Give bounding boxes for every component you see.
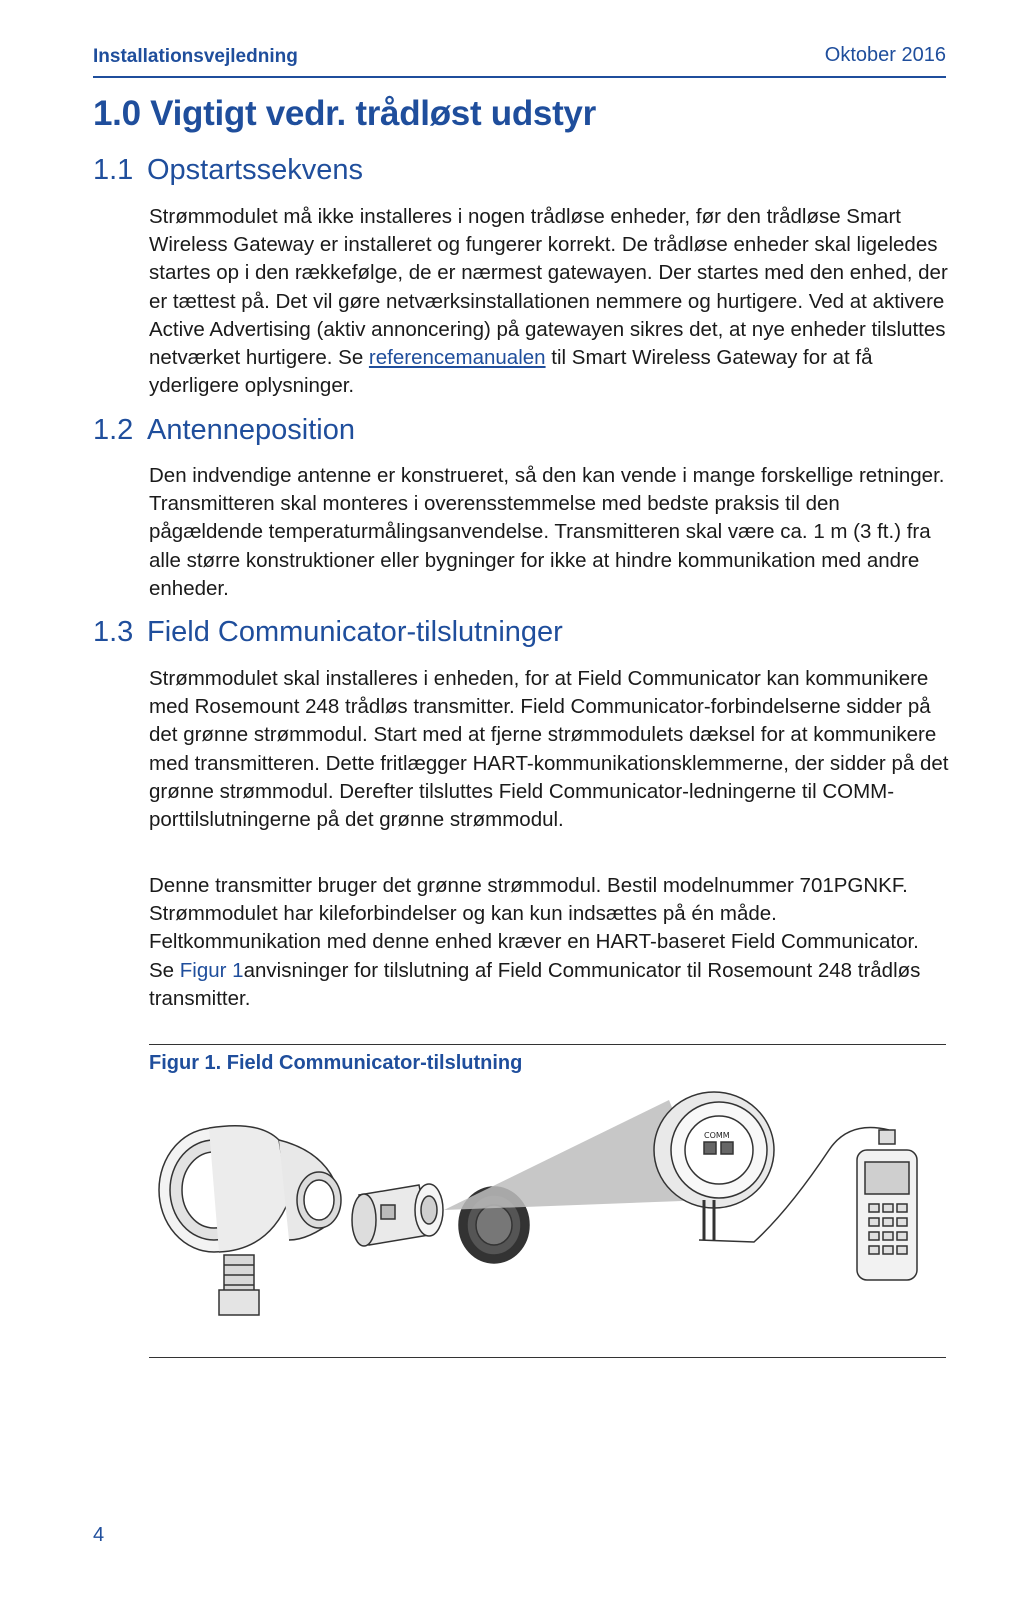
- section-1-3-paragraph-2: [149, 872, 949, 1013]
- field-communicator-device-icon: [857, 1130, 917, 1280]
- chapter-title: 1.0 Vigtigt vedr. trådløst udstyr: [93, 94, 596, 133]
- power-module-icon: [352, 1184, 443, 1246]
- section-1-2-paragraph: Den indvendige antenne er konstrueret, så den kan vende i mange forskellige retninger. Transmitteren skal monteres i overensstemmelse med bedste praksis til den pågældende temperaturmålingsanvendelse. Transmitteren skal være ca. 1 m (3 ft.) fra alle større konstruktioner eller bygninger for ikke at hindre kommunikation med andre enheder.: [149, 464, 945, 600]
- section-1-1-paragraph: [149, 203, 949, 400]
- section-heading: Antenneposition: [147, 414, 355, 446]
- page-number: 4: [93, 1524, 105, 1546]
- paragraph-text: Denne transmitter bruger det grønne strømmodul. Bestil modelnummer 701PGNKF. Strømmodulet har kileforbindelser og kan kun indsættes på én måde. Feltkommunikation med denne enhed kræver en HART-baseret Field Communicator. Se: [149, 874, 919, 982]
- comm-terminal-zoom-icon: [654, 1092, 774, 1208]
- section-title-1-3: [93, 616, 563, 649]
- section-1-3-paragraph-1: Strømmodulet skal installeres i enheden, for at Field Communicator kan kommunikere med Rosemount 248 trådløs transmitter. Field Communicator-forbindelserne sidder på det grønne strømmodul. Start med at fjerne strømmodulets dæksel for at kommunikere med transmitteren. Dette fritlægger HART-kommunikationsklemmerne, der sidder på det grønne strømmodul. Derefter tilsluttes Field Communicator-ledningerne til COMM-porttilslutningerne på det grønne strømmodul.: [149, 667, 949, 832]
- section-heading: Field Communicator-tilslutninger: [147, 616, 563, 648]
- section-title-1-2: [93, 414, 355, 447]
- transmitter-housing-icon: [159, 1126, 341, 1315]
- field-communicator-connection-illustration: [149, 1090, 946, 1340]
- figure-caption: Figur 1. Field Communicator-tilslutning: [149, 1052, 523, 1074]
- paragraph-text: til Smart Wireless Gateway for at få yderligere oplysninger.: [149, 346, 873, 398]
- paragraph-text: Strømmodulet må ikke installeres i nogen trådløse enheder, før den trådløse Smart Wireless Gateway er installeret og fungerer korrekt. De trådløse enheder skal ligeledes startes op i den rækkefølge, de er nærmest gatewayen. Der startes med den enhed, der er tættest på. Det vil gøre netværksinstallationen nemmere og hurtigere. Ved at aktivere Active Advertising (aktiv annoncering) på gatewayen sikres det, at nye enheder tilsluttes netværket hurtigere. Se: [149, 205, 948, 370]
- section-number: 1.3: [93, 616, 134, 648]
- running-header-date: Oktober 2016: [824, 44, 946, 66]
- comm-label: COMM: [704, 1131, 730, 1140]
- reference-manual-link[interactable]: referencemanualen: [368, 346, 546, 370]
- figure-top-rule: [149, 1044, 946, 1045]
- section-number: 1.1: [93, 154, 134, 186]
- section-title-1-1: [93, 154, 363, 187]
- figure-illustration-icon: [149, 1090, 946, 1340]
- figure-bottom-rule: [149, 1357, 946, 1358]
- running-header-title: Installationsvejledning: [93, 46, 298, 67]
- figure-1-link[interactable]: Figur 1: [179, 958, 244, 982]
- header-rule: [93, 76, 946, 78]
- section-number: 1.2: [93, 414, 134, 446]
- paragraph-text: anvisninger for tilslutning af Field Communicator til Rosemount 248 trådløs transmitter.: [149, 958, 921, 1010]
- section-heading: Opstartssekvens: [147, 154, 363, 186]
